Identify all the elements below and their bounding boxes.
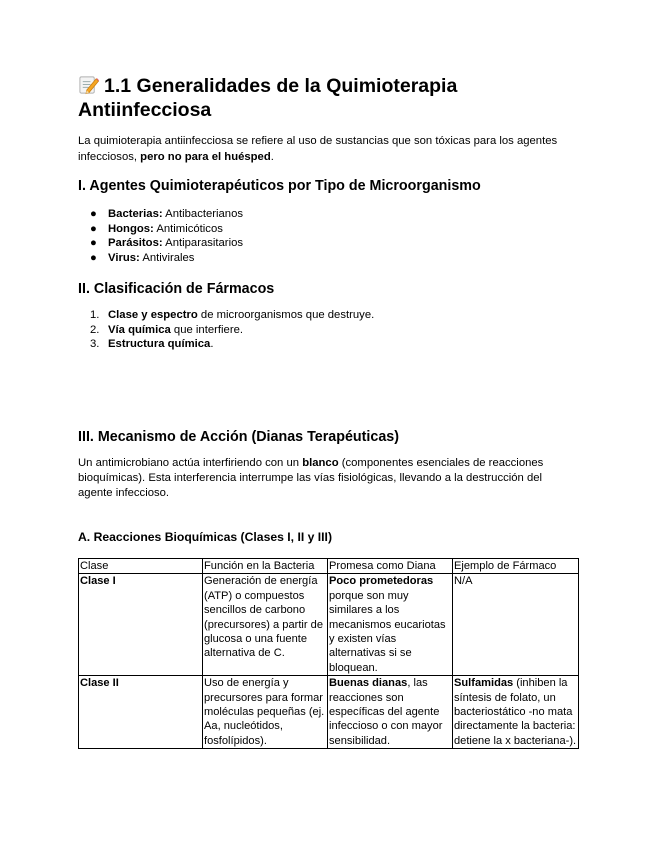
column-header: Función en la Bacteria: [203, 559, 328, 574]
mecanismo-paragraph: Un antimicrobiano actúa interfiriendo con un blanco (componentes esenciales de reacciones bioquímicas). Esta interferencia interrumpe las vías fisiológicas, llevando a la destrucción del agente infeccioso.: [78, 457, 544, 499]
table-row: [79, 574, 579, 676]
table-cell: Poco prometedoras porque son muy similares a los mecanismos eucariotas y existen vías alternativas si se bloquean.: [328, 574, 453, 676]
page-title: [78, 74, 578, 122]
list-item: ● Bacterias: Antibacterianos: [90, 208, 244, 220]
list-item: 1. Clase y espectro de microorganismos que destruye.: [90, 309, 375, 321]
list-item: ● Hongos: Antimicóticos: [90, 222, 223, 235]
table-cell: Sulfamidas (inhiben la síntesis de folato, un bacteriostático -no mata directamente la bacteria: detiene la x bacteriana-).: [453, 676, 579, 749]
table-row: [79, 676, 579, 749]
column-header: Promesa como Diana: [328, 559, 453, 574]
subsection-heading-reacciones: A. Reacciones Bioquímicas (Clases I, II y III): [78, 530, 332, 544]
page-title-text: 1.1 Generalidades de la Quimioterapia Antiinfecciosa: [78, 75, 458, 121]
agents-list: [90, 207, 570, 265]
table-cell: Buenas dianas, las reacciones son específicas del agente infeccioso o con mayor sensibilidad.: [328, 676, 453, 749]
column-header: Clase: [79, 559, 203, 574]
table-cell: N/A: [453, 574, 579, 676]
clasificacion-list: [90, 308, 570, 352]
table-cell: Uso de energía y precursores para formar moléculas pequeñas (ej. Aa, nucleótidos, fosfolípidos).: [203, 676, 328, 749]
list-item: ● Virus: Antivirales: [90, 251, 195, 264]
intro-paragraph: La quimioterapia antiinfecciosa se refiere al uso de sustancias que son tóxicas para los agentes infecciosos, pero no para el huésped.: [78, 135, 558, 163]
memo-pencil-icon: [78, 74, 99, 95]
list-item: ● Parásitos: Antiparasitarios: [90, 237, 244, 249]
section-heading-clasificacion: II. Clasificación de Fármacos: [78, 281, 275, 297]
column-header: Ejemplo de Fármaco: [453, 559, 579, 574]
list-item: 3. Estructura química.: [90, 338, 214, 350]
table-cell: Clase I: [79, 574, 203, 676]
reacciones-table: [78, 558, 579, 749]
table-header-row: [79, 559, 579, 574]
section-heading-agents: I. Agentes Quimioterapéuticos por Tipo de Microorganismo: [78, 178, 481, 194]
list-item: 2. Vía química que interfiere.: [90, 323, 244, 336]
table-cell: Generación de energía (ATP) o compuestos sencillos de carbono (precursores) a partir de glucosa o una fuente alternativa de C.: [203, 574, 328, 676]
section-heading-mecanismo: III. Mecanismo de Acción (Dianas Terapéuticas): [78, 429, 399, 445]
table-cell: Clase II: [79, 676, 203, 749]
